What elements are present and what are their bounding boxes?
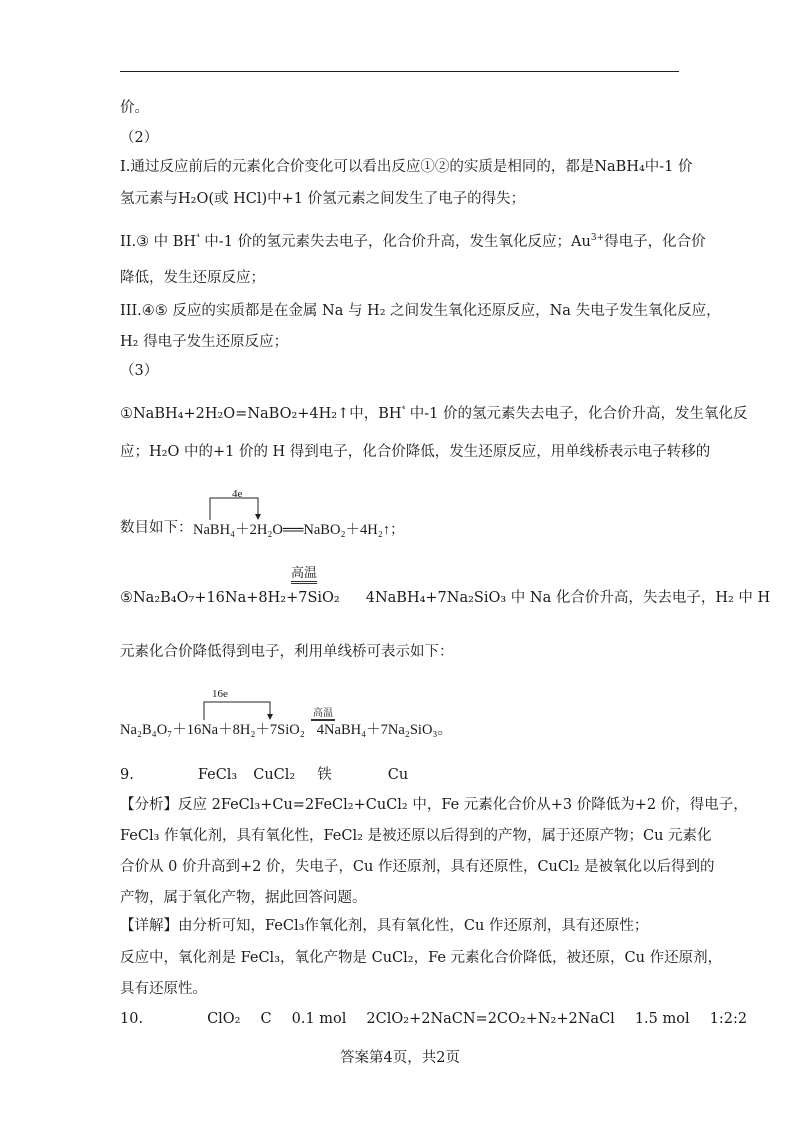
electron-transfer-bridge: [196, 688, 286, 722]
text-line: [120, 404, 748, 424]
answer: FeCl₃: [197, 767, 238, 783]
detail-line: 反应中，氧化剂是 FeCl₃，氧化产物是 CuCl₂，Fe 元素化合价降低，被还原，Cu 作还原剂，: [120, 950, 723, 966]
text-line: 元素化合价降低得到电子，利用单线桥可表示如下：: [120, 644, 454, 660]
question-10-answers: [120, 1009, 747, 1029]
text-seg: ①NaBH₄+2H₂O=NaBO₂+4H₂↑中，BH: [120, 406, 402, 422]
superscript: ⁴: [196, 233, 200, 244]
electron-label: 16e: [212, 688, 228, 700]
equation-left: Na₂B₄O₇＋16Na＋8H₂＋7SiO₂: [120, 722, 305, 738]
text-seg: 中-1 价的氢元素失去电子，化合价升高，发生氧化反应；Au: [199, 234, 591, 250]
text-line: 氢元素与H₂O(或 HCl)中+1 价氢元素之间发生了电子的得失；: [120, 191, 526, 207]
text-line: I.通过反应前后的元素化合价变化可以看出反应①②的实质是相同的，都是NaBH₄中-1 价: [120, 159, 693, 175]
answer: CuCl₂: [253, 767, 296, 783]
analysis-line: FeCl₃ 作氧化剂，具有氧化性，FeCl₂ 是被还原以后得到的产物，属于还原产物；Cu 元素化: [120, 828, 712, 844]
answer: 1.5 mol: [634, 1011, 690, 1027]
equation-right: 4NaBH₄＋7Na₂SiO₃。: [316, 722, 452, 738]
equation: [120, 718, 452, 739]
text-seg: ⑤Na₂B₄O₇+16Na+8H₂+7SiO₂: [120, 590, 340, 606]
detail-line: 【详解】由分析可知，FeCl₃作氧化剂，具有氧化性，Cu 作还原剂，具有还原性；: [120, 918, 649, 934]
superscript: 3+: [590, 233, 605, 244]
analysis-line: 合价从 0 价升高到+2 价，失电子，Cu 作还原剂，具有还原性，CuCl₂ 是被氧化以后得到的: [120, 859, 715, 875]
text-line: 数目如下：: [120, 520, 193, 536]
section-label: （3）: [120, 363, 159, 379]
answer: 铁: [317, 767, 332, 783]
text-seg: 4NaBH₄+7Na₂SiO₃ 中 Na 化合价升高，失去电子，H₂ 中 H: [365, 590, 771, 606]
detail-line: 具有还原性。: [120, 981, 207, 997]
analysis-line: 产物，属于氧化产物，据此回答问题。: [120, 890, 367, 906]
text-seg: 中-1 价的氢元素失去电子，化合价升高，发生氧化反: [405, 406, 748, 422]
reaction-condition: 高温: [313, 708, 333, 719]
text-line: 降低，发生还原反应；: [120, 270, 265, 286]
text-line: 价。: [120, 100, 149, 116]
text-line: H₂ 得电子发生还原反应；: [120, 334, 289, 350]
text-line: 应；H₂O 中的+1 价的 H 得到电子，化合价降低，发生还原反应，用单线桥表示电子转移的: [120, 444, 711, 460]
text-line: [120, 232, 706, 252]
question-9-answers: [120, 765, 408, 785]
text-line: III.④⑤ 反应的实质都是在金属 Na 与 H₂ 之间发生氧化还原反应，Na 失电子发生氧化反应，: [120, 303, 721, 319]
top-rule: [120, 71, 679, 72]
answer: ClO₂: [207, 1011, 241, 1027]
answer: C: [260, 1011, 272, 1027]
section-label: （2）: [120, 130, 159, 146]
text-seg: 得电子，化合价: [604, 234, 706, 250]
answer: 0.1 mol: [291, 1011, 347, 1027]
answer: 2ClO₂+2NaCN=2CO₂+N₂+2NaCl: [366, 1011, 615, 1027]
equation: NaBH₄＋2H₂O══NaBO₂＋4H₂↑；: [193, 522, 405, 538]
electron-label: 4e: [232, 488, 243, 500]
page-footer: 答案第4页，共2页: [340, 1050, 460, 1066]
superscript: ⁴: [401, 405, 406, 416]
answer: Cu: [387, 767, 409, 783]
answer: 1:2:2: [709, 1011, 748, 1027]
reaction-condition: 高温: [291, 567, 317, 584]
question-number: 10.: [120, 1011, 144, 1027]
question-number: 9.: [120, 767, 134, 783]
analysis-line: 【分析】反应 2FeCl₃+Cu=2FeCl₂+CuCl₂ 中，Fe 元素化合价从+3 价降低为+2 价，得电子，: [120, 797, 748, 813]
text-seg: II.③ 中 BH: [120, 234, 197, 250]
text-line: [120, 588, 770, 608]
